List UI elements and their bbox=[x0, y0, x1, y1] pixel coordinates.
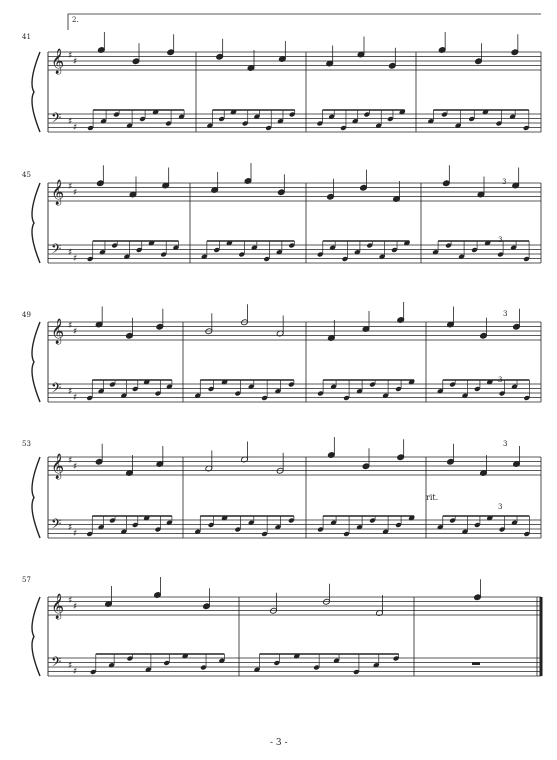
bass-staff bbox=[48, 658, 541, 676]
treble-clef-icon: 𝄞 bbox=[51, 180, 65, 205]
key-signature-sharp-icon: ♯ bbox=[68, 456, 73, 466]
measure-number-53: 53 bbox=[22, 440, 31, 448]
treble-staff bbox=[48, 457, 541, 475]
key-signature-sharp-icon: ♯ bbox=[73, 327, 78, 337]
key-signature-sharp-icon: ♯ bbox=[73, 529, 78, 539]
key-signature-sharp-icon: ♯ bbox=[73, 462, 78, 472]
bass-clef-icon: 𝄢 bbox=[51, 380, 62, 399]
measure-number-45: 45 bbox=[22, 171, 31, 179]
ritardando-marking: rit. bbox=[426, 493, 439, 502]
bass-clef-icon: 𝄢 bbox=[51, 654, 62, 673]
volta-bracket bbox=[68, 14, 541, 30]
treble-staff bbox=[48, 597, 541, 615]
bass-staff bbox=[48, 114, 541, 132]
system-brace bbox=[32, 183, 40, 263]
treble-staff bbox=[48, 52, 541, 70]
key-signature-sharp-icon: ♯ bbox=[68, 248, 73, 258]
key-signature-sharp-icon: ♯ bbox=[68, 387, 73, 397]
key-signature-sharp-icon: ♯ bbox=[73, 188, 78, 198]
bass-clef-icon: 𝄢 bbox=[51, 110, 62, 129]
whole-rest-icon bbox=[472, 662, 480, 665]
treble-staff bbox=[48, 322, 541, 340]
bass-clef-icon: 𝄢 bbox=[51, 516, 62, 535]
key-signature-sharp-icon: ♯ bbox=[73, 57, 78, 67]
system-brace bbox=[32, 52, 40, 132]
measure-number-41: 41 bbox=[22, 33, 31, 41]
tuplet-label: 3 bbox=[502, 178, 507, 186]
tuplet-label: 3 bbox=[498, 236, 503, 244]
system-brace bbox=[32, 322, 40, 402]
key-signature-sharp-icon: ♯ bbox=[73, 602, 78, 612]
key-signature-sharp-icon: ♯ bbox=[68, 321, 73, 331]
key-signature-sharp-icon: ♯ bbox=[73, 254, 78, 264]
treble-clef-icon: 𝄞 bbox=[51, 454, 65, 479]
key-signature-sharp-icon: ♯ bbox=[73, 393, 78, 403]
key-signature-sharp-icon: ♯ bbox=[73, 667, 78, 677]
system-brace bbox=[32, 457, 40, 538]
key-signature-sharp-icon: ♯ bbox=[68, 661, 73, 671]
treble-staff bbox=[48, 183, 541, 201]
key-signature-sharp-icon: ♯ bbox=[68, 596, 73, 606]
measure-number-49: 49 bbox=[22, 311, 31, 319]
key-signature-sharp-icon: ♯ bbox=[68, 182, 73, 192]
page-number: - 3 - bbox=[270, 738, 288, 748]
key-signature-sharp-icon: ♯ bbox=[68, 523, 73, 533]
system-brace bbox=[32, 597, 40, 676]
tuplet-label: 3 bbox=[498, 503, 503, 511]
measure-number-57: 57 bbox=[22, 576, 31, 584]
key-signature-sharp-icon: ♯ bbox=[68, 117, 73, 127]
tuplet-label: 3 bbox=[498, 376, 503, 384]
key-signature-sharp-icon: ♯ bbox=[73, 123, 78, 133]
treble-clef-icon: 𝄞 bbox=[51, 594, 65, 619]
treble-clef-icon: 𝄞 bbox=[51, 319, 65, 344]
treble-clef-icon: 𝄞 bbox=[51, 49, 65, 74]
volta-label: 2. bbox=[72, 16, 79, 24]
tuplet-label: 3 bbox=[503, 310, 508, 318]
bass-staff bbox=[48, 245, 541, 263]
bass-staff bbox=[48, 520, 541, 538]
key-signature-sharp-icon: ♯ bbox=[68, 51, 73, 61]
tuplet-label: 3 bbox=[503, 440, 508, 448]
bass-staff bbox=[48, 384, 541, 402]
bass-clef-icon: 𝄢 bbox=[51, 241, 62, 260]
